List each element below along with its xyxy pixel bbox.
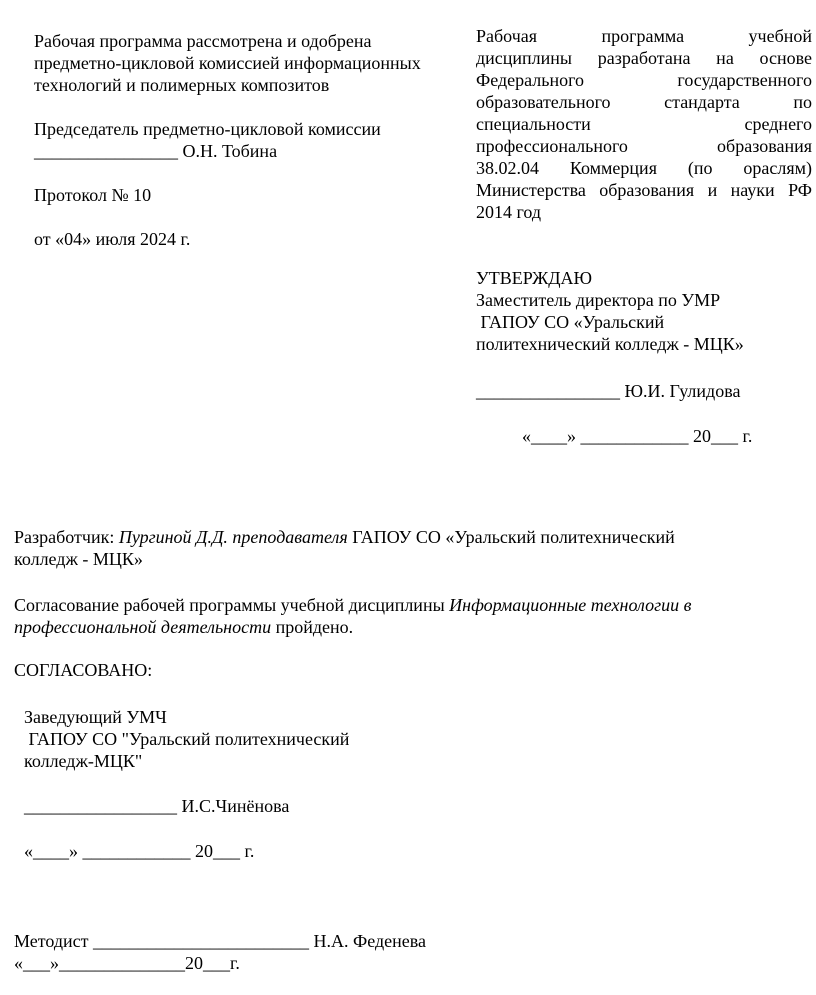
agreed-title: СОГЛАСОВАНО: [14, 660, 153, 680]
agreed-org: ГАПОУ СО "Уральский политехнический [24, 729, 350, 749]
basis-line: Рабочая программа учебной [476, 26, 812, 46]
protocol-date: от «04» июля 2024 г. [34, 229, 191, 249]
review-line: технологий и полимерных композитов [34, 75, 330, 95]
basis-line: 2014 год [476, 202, 542, 222]
agreed-position: Заведующий УМЧ [24, 707, 167, 727]
agreed-block [24, 706, 444, 772]
agreed-org: колледж-МЦК" [24, 751, 143, 771]
chairman-signature-line: ________________ О.Н. Тобина [34, 141, 278, 161]
agreement-text: Согласование рабочей программы учебной дисциплины [14, 595, 450, 615]
review-block [34, 30, 454, 96]
developer-label: Разработчик: [14, 527, 119, 547]
basis-line: 38.02.04 Коммерция (по орaслям) [476, 158, 812, 178]
methodist-signature-line: Методист ________________________ Н.А. Феденева [14, 931, 427, 951]
developer-block [14, 526, 804, 570]
agreed-date-line: «____» ____________ 20___ г. [24, 841, 255, 861]
discipline-name: Информационные технологии в [449, 595, 692, 615]
basis-line: специальности среднего [476, 114, 812, 134]
methodist-date-line: «___»______________20___г. [14, 953, 240, 973]
agreement-text: пройдено. [271, 617, 354, 637]
methodist-block [14, 930, 426, 974]
agreed-signature-line: _________________ И.С.Чинёнова [24, 796, 290, 816]
approve-org: политехнический колледж - МЦК» [476, 334, 744, 354]
developer-org: ГАПОУ СО «Уральский политехнический [347, 527, 675, 547]
approve-block [476, 267, 812, 355]
agreement-block [14, 594, 804, 638]
approve-title: УТВЕРЖДАЮ [476, 268, 593, 288]
approve-signature-line: ________________ Ю.И. Гулидова [476, 381, 741, 401]
basis-block [476, 25, 812, 223]
approve-position: Заместитель директора по УМР [476, 290, 721, 310]
basis-line: дисциплины разработана на основе [476, 48, 812, 68]
basis-line: Министерства образования и науки РФ [476, 180, 812, 200]
developer-name: Пургиной Д.Д. преподавателя [118, 527, 348, 547]
approve-org: ГАПОУ СО «Уральский [476, 312, 665, 332]
basis-line: образовательного стандарта по [476, 92, 812, 112]
chairman-block [34, 118, 454, 162]
approve-date-line: «____» ____________ 20___ г. [522, 426, 753, 446]
review-line: Рабочая программа рассмотрена и одобрена [34, 31, 372, 51]
chairman-title: Председатель предметно-цикловой комиссии [34, 119, 381, 139]
basis-line: профессионального образования [476, 136, 812, 156]
discipline-name: профессиональной деятельности [14, 617, 272, 637]
review-line: предметно-цикловой комиссией информационных [34, 53, 421, 73]
protocol-number: Протокол № 10 [34, 185, 152, 205]
developer-org: колледж - МЦК» [14, 549, 143, 569]
basis-line: Федерального государственного [476, 70, 812, 90]
